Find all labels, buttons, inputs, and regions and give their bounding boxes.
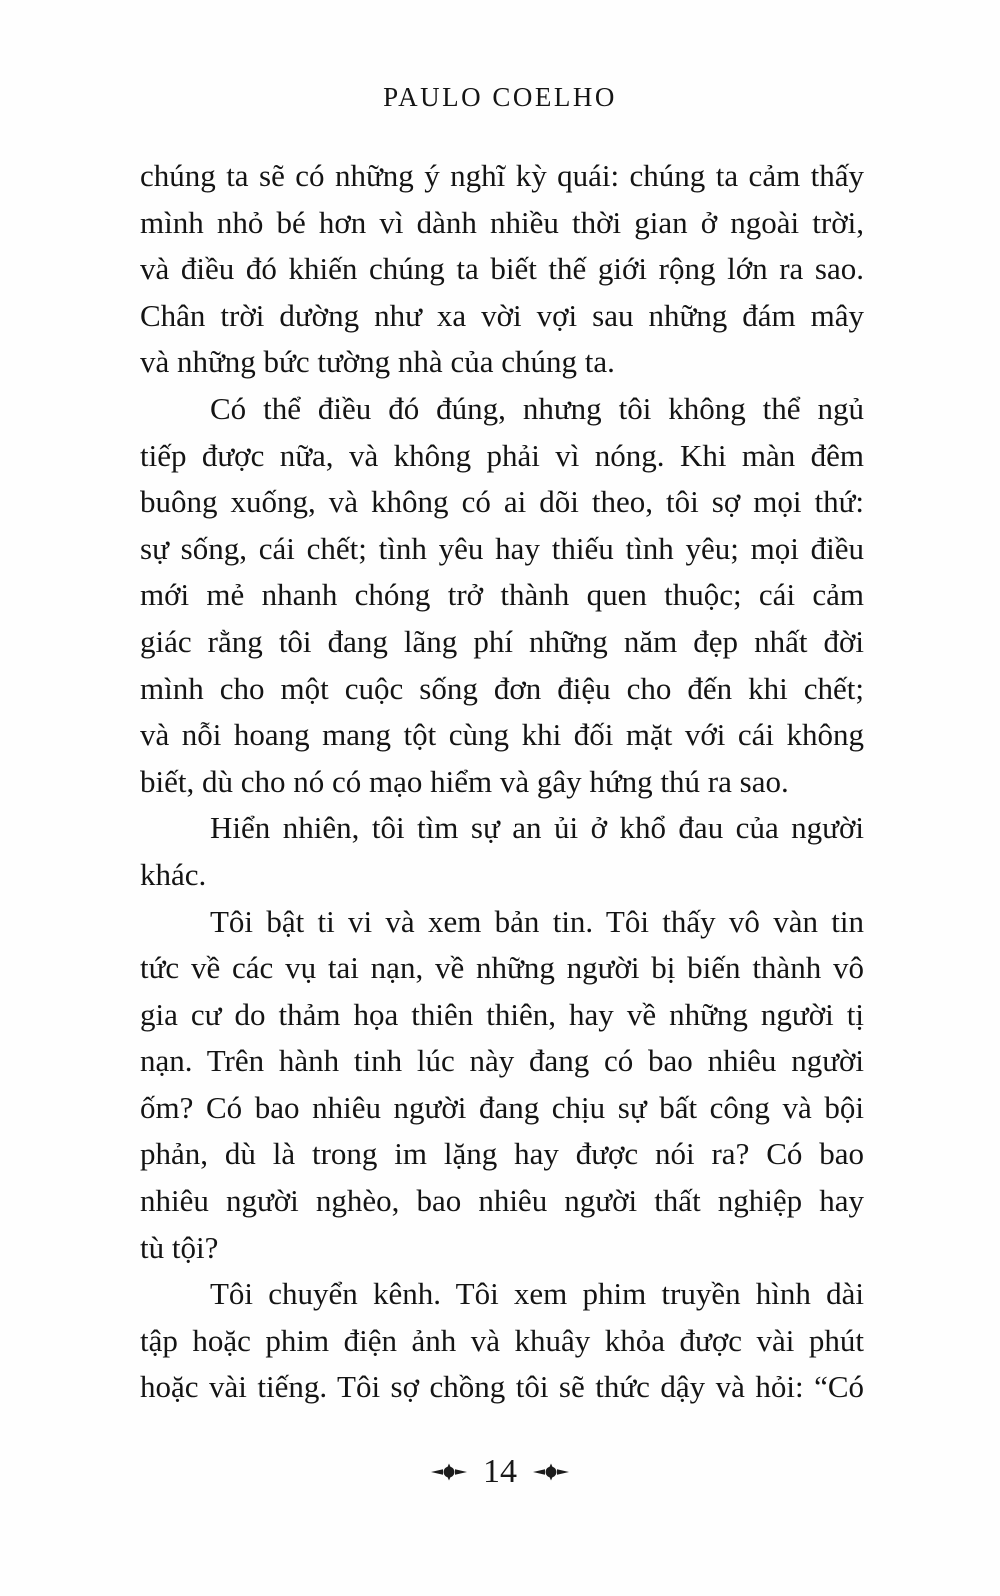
text-line: nhiêu người nghèo, bao nhiêu người thất nghiệp hay (140, 1183, 864, 1219)
text-line: gia cư do thảm họa thiên thiên, hay về những người tị (140, 996, 864, 1032)
text-line: giác rằng tôi đang lãng phí những năm đẹp nhất đời (140, 623, 864, 659)
text-line: tiếp được nữa, và không phải vì nóng. Khi màn đêm (140, 437, 864, 473)
text-line: Chân trời dường như xa vời vợi sau những đám mây (140, 297, 864, 333)
page-footer (0, 1452, 1000, 1492)
text-line: tức về các vụ tai nạn, về những người bị biến thành vô (140, 950, 864, 986)
text-line: tù tội? (140, 1229, 219, 1265)
paragraph (140, 1271, 864, 1411)
fleuron-icon (533, 1463, 569, 1481)
text-line: và nỗi hoang mang tột cùng khi đối mặt với cái không (140, 717, 864, 753)
text-line: tập hoặc phim điện ảnh và khuây khỏa được vài phút (140, 1322, 864, 1358)
paragraph (140, 386, 864, 805)
running-header: PAULO COELHO (383, 82, 617, 112)
text-line: sự sống, cái chết; tình yêu hay thiếu tình yêu; mọi điều (140, 530, 864, 566)
paragraph (140, 153, 864, 386)
text-line: khác. (140, 856, 207, 892)
text-line: nạn. Trên hành tinh lúc này đang có bao nhiêu người (140, 1043, 864, 1079)
text-line: mình cho một cuộc sống đơn điệu cho đến khi chết; (140, 670, 864, 706)
text-line: buông xuống, và không có ai dõi theo, tôi sợ mọi thứ: (140, 484, 864, 520)
text-line: biết, dù cho nó có mạo hiểm và gây hứng thú ra sao. (140, 763, 789, 799)
paragraph (140, 899, 864, 1272)
page-number: 14 (483, 1453, 517, 1490)
text-line: ốm? Có bao nhiêu người đang chịu sự bất công và bội (140, 1089, 864, 1125)
text-line: Có thể điều đó đúng, nhưng tôi không thể ngủ (210, 390, 864, 426)
text-line: chúng ta sẽ có những ý nghĩ kỳ quái: chúng ta cảm thấy (140, 158, 864, 193)
fleuron-icon (431, 1463, 467, 1481)
text-line: và những bức tường nhà của chúng ta. (140, 344, 615, 380)
text-line: và điều đó khiến chúng ta biết thế giới rộng lớn ra sao. (140, 251, 864, 287)
text-line: Tôi bật ti vi và xem bản tin. Tôi thấy vô vàn tin (210, 903, 864, 939)
text-line: Hiển nhiên, tôi tìm sự an ủi ở khổ đau của người (210, 810, 864, 846)
text-line: phản, dù là trong im lặng hay được nói ra? Có bao (140, 1136, 864, 1172)
paragraph (140, 805, 864, 898)
text-line: mình nhỏ bé hơn vì dành nhiều thời gian ở ngoài trời, (140, 204, 864, 240)
text-line: hoặc vài tiếng. Tôi sợ chồng tôi sẽ thức dậy và hỏi: “Có (140, 1369, 864, 1405)
text-line: mới mẻ nhanh chóng trở thành quen thuộc; cái cảm (140, 577, 864, 613)
body-text (140, 153, 864, 1411)
text-line: Tôi chuyển kênh. Tôi xem phim truyền hình dài (210, 1276, 864, 1312)
